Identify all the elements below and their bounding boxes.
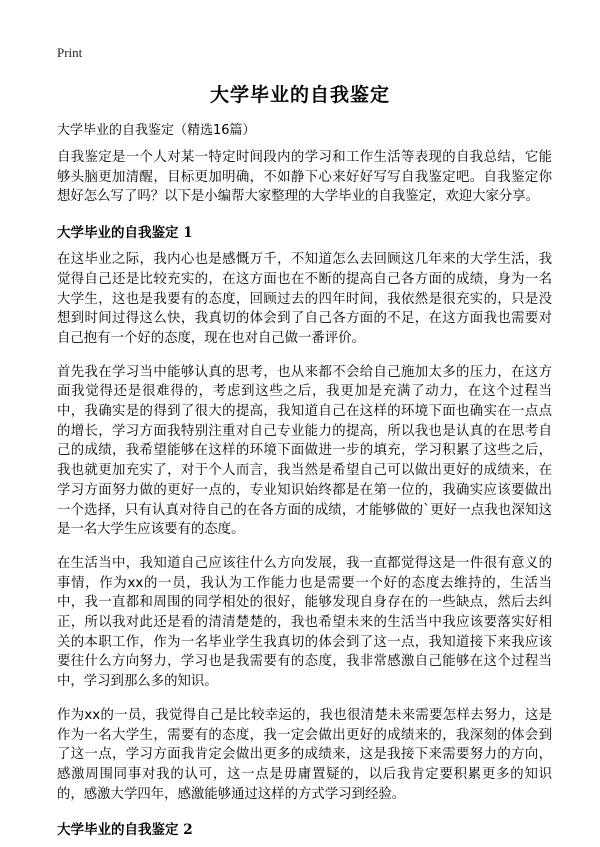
page-title: 大学毕业的自我鉴定 [209, 84, 390, 106]
paragraph: 作为xx的一员，我觉得自己是比较幸运的，我也很清楚未来需要怎样去努力，这是作为一名大学生，需要有的态度，我一定会做出更好的成绩来的，我深刻的体会到了这一点，学习方面我肯定会做出更多的成绩来，这是我接下来需要努力的方向，感激周围同事对我的认可，这一点是毋庸置疑的，以后我肯定要积累更多的知识的，感激大学四年，感激能够通过这样的方式学习到经验。 [57, 707, 552, 802]
article-body [57, 148, 552, 847]
paragraph: 在生活当中，我知道自己应该往什么方向发展，我一直都觉得这是一件很有意义的事情，作为xx的一员，我认为工作能力也是需要一个好的态度去维持的，生活当中，我一直都和周围的同学相处的很好，能够发现自身存在的一些缺点，然后去纠正，所以我对此还是看的清清楚楚的，我也希望未来的生活当中我应该要落实好相关的本职工作，作为一名毕业学生我真切的体会到了这一点，我知道接下来我应该要往什么方向努力，学习也是我需要有的态度，我非常感激自己能够在这个过程当中，学习到那么多的知识。 [57, 555, 552, 690]
section-heading: 大学毕业的自我鉴定 2 [57, 822, 193, 839]
paragraph: 首先我在学习当中能够认真的思考，也从来都不会给自己施加太多的压力，在这方面我觉得还是很难得的，考虑到这些之后，我更加是充满了动力，在这个过程当中，我确实是的得到了很大的提高，我知道自己在这样的环境下面也确实在一点点的增长，学习方面我特别注重对自己专业能力的提高，所以我也是认真的在思考自己的成绩，我希望能够在这样的环境下面做进一步的填充，学习积累了这些之后，我也就更加充实了，对于个人而言，我当然是希望自己可以做出更好的成绩来，在学习方面努力做的更好一点的，专业知识始终都是在第一位的，我确实应该要做出一个选择，只有认真对待自己的在各方面的成绩，才能够做的`更好一点我也深知这是一名大学生应该要有的态度。 [57, 364, 552, 538]
page-subtitle: 大学毕业的自我鉴定（精选16篇） [57, 123, 256, 138]
section-heading: 大学毕业的自我鉴定 1 [57, 225, 193, 242]
print-link[interactable]: Print [57, 45, 83, 60]
intro-paragraph: 自我鉴定是一个人对某一特定时间段内的学习和工作生活等表现的自我总结，它能够头脑更加清醒，目标更加明确，不如静下心来好好写写自我鉴定吧。自我鉴定你想好怎么写了吗？以下是小编帮大家整理的大学毕业的自我鉴定，欢迎大家分享。 [57, 150, 552, 205]
paragraph: 在这毕业之际，我内心也是感慨万千，不知道怎么去回顾这几年来的大学生活，我觉得自己还是比较充实的，在这方面也在不断的提高自己各方面的成绩，身为一名大学生，这也是我要有的态度，回顾过去的四年时间，我依然是很充实的，只是没想到时间过得这么快，我真切的体会到了自己各方面的不足，在这方面我也需要对自己抱有一个好的态度，现在也对自己做一番评价。 [57, 252, 552, 346]
